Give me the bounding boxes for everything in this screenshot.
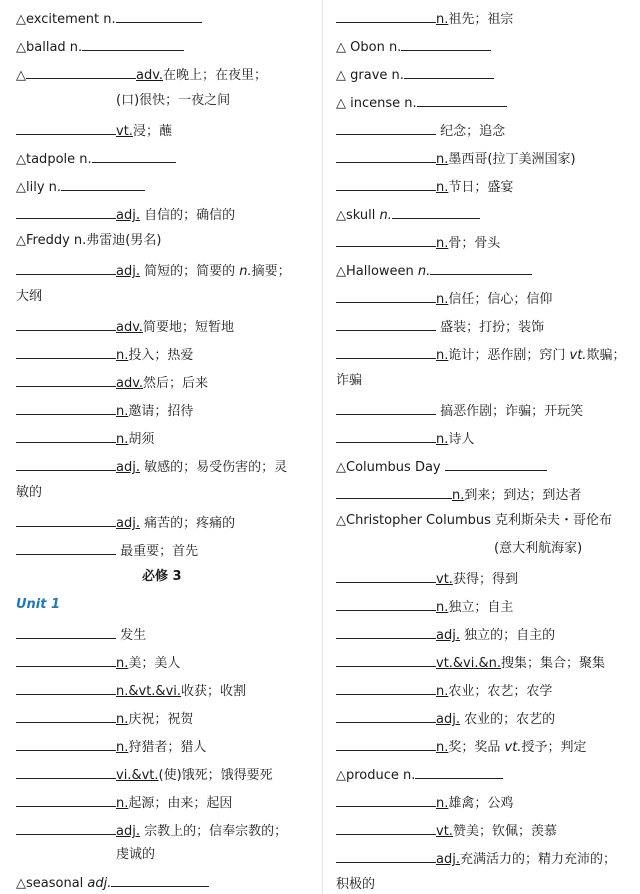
entry-prefix: △Columbus Day (336, 460, 445, 475)
vocab-row (336, 92, 507, 113)
answer-blank[interactable] (336, 792, 436, 807)
vocab-row (16, 36, 184, 57)
column-divider (322, 0, 323, 894)
vocab-row (336, 260, 532, 281)
definition-text: 敏的 (16, 485, 43, 500)
part-of-speech: adj. (116, 264, 140, 279)
vocab-row (336, 876, 375, 894)
part-of-speech: n. (452, 488, 465, 503)
part-of-speech: n. (116, 712, 129, 727)
vocab-row (336, 848, 616, 869)
vocab-row (336, 456, 547, 477)
vocab-row (16, 872, 209, 893)
part-of-speech: vt. (116, 124, 133, 139)
definition-text: 收获；收割 (181, 684, 247, 699)
vocab-row (16, 846, 155, 864)
definition-text: 邀请；招待 (128, 404, 194, 419)
vocab-row (16, 820, 287, 841)
answer-blank[interactable] (26, 64, 136, 79)
answer-blank[interactable] (336, 680, 436, 695)
answer-blank[interactable] (336, 288, 436, 303)
definition-text: 简要地；短暂地 (143, 320, 235, 335)
answer-blank[interactable] (16, 764, 116, 779)
vocab-row (16, 680, 246, 701)
entry-prefix: △ incense n. (336, 96, 417, 111)
entry-prefix: △Halloween (336, 264, 418, 279)
part-of-speech: adj. (116, 824, 140, 839)
vocab-row (336, 176, 513, 197)
vocab-row (336, 512, 612, 530)
vocab-row (16, 708, 193, 729)
answer-blank[interactable] (430, 260, 532, 275)
definition-text: (口)很快；一夜之间 (116, 93, 231, 108)
vocab-row (16, 624, 146, 645)
answer-blank[interactable] (336, 148, 436, 163)
answer-blank[interactable] (336, 120, 436, 135)
vocab-row (16, 792, 232, 813)
part-of-speech: n. (436, 796, 449, 811)
part-of-speech: n. (116, 740, 129, 755)
part-of-speech: adj. (436, 628, 460, 643)
vocab-row (336, 764, 503, 785)
definition-text: 获得；得到 (452, 572, 518, 587)
part-of-speech: vt. (436, 824, 453, 839)
vocab-row (336, 400, 583, 421)
vocab-row (16, 204, 235, 225)
answer-blank[interactable] (336, 344, 436, 359)
definition-text: 美；美人 (128, 656, 181, 671)
answer-blank[interactable] (336, 316, 436, 331)
vocab-row (336, 372, 362, 390)
answer-blank[interactable] (16, 736, 116, 751)
answer-blank[interactable] (336, 624, 436, 639)
vocab-row (336, 288, 552, 309)
vocab-row (16, 8, 202, 29)
part-of-speech: adj. (116, 516, 140, 531)
answer-blank[interactable] (116, 8, 202, 23)
part-of-speech: adj. (116, 460, 140, 475)
answer-blank[interactable] (336, 848, 436, 863)
part-of-speech: adj. (436, 852, 460, 867)
vocab-row (16, 232, 161, 250)
answer-blank[interactable] (336, 484, 452, 499)
section-heading: 必修 3 (142, 569, 182, 584)
part-of-speech: n. (436, 12, 449, 27)
part-of-speech: n. (116, 656, 129, 671)
answer-blank[interactable] (92, 148, 176, 163)
vocab-row (16, 568, 182, 586)
answer-blank[interactable] (401, 36, 491, 51)
answer-blank[interactable] (336, 8, 436, 23)
vocab-row (16, 456, 287, 477)
vocab-row (16, 64, 267, 85)
vocab-row (336, 736, 586, 757)
answer-blank[interactable] (445, 456, 547, 471)
vocab-row (336, 484, 581, 505)
definition-text: 盛装；打扮；装饰 (436, 320, 545, 335)
entry-prefix: △ Obon n. (336, 40, 402, 55)
part-of-speech: n. (116, 796, 129, 811)
part-of-speech: vi.&vt. (116, 768, 159, 783)
definition-text: 浸；蘸 (132, 124, 172, 139)
part-of-speech: n. (436, 152, 449, 167)
pos-italic: adj. (87, 876, 112, 891)
vocab-row (16, 652, 180, 673)
definition-text: (使)饿死；饿得要死 (158, 768, 273, 783)
entry-prefix: △excitement n. (16, 12, 116, 27)
part-of-speech: n. (436, 292, 449, 307)
answer-blank[interactable] (61, 176, 145, 191)
vocab-row (336, 204, 480, 225)
vocab-row (336, 64, 494, 85)
answer-blank[interactable] (336, 708, 436, 723)
unit-heading: Unit 1 (16, 597, 61, 612)
vocab-row (16, 764, 273, 785)
answer-blank[interactable] (16, 708, 116, 723)
vocab-row (336, 428, 474, 449)
answer-blank[interactable] (111, 872, 209, 887)
definition-text: 充满活力的；精力充沛的； (459, 852, 616, 867)
definition-text: 诈骗 (336, 373, 363, 388)
answer-blank[interactable] (16, 540, 116, 555)
definition-text: 祖先；祖宗 (448, 12, 514, 27)
vocab-row (336, 36, 491, 57)
definition-text: 农业；农艺；农学 (448, 684, 553, 699)
vocab-row (16, 372, 208, 393)
vocab-row (336, 708, 555, 729)
vocab-row (16, 288, 42, 306)
vocab-row (336, 652, 605, 673)
answer-blank[interactable] (16, 204, 116, 219)
definition-text: 投入；热爱 (128, 348, 194, 363)
part-of-speech: n. (436, 740, 449, 755)
definition-text: 起源；由来；起因 (128, 796, 233, 811)
definition-text: 墨西哥(拉丁美洲国家) (448, 152, 576, 167)
vocab-row (16, 736, 206, 757)
definition-text: 节日；盛宴 (448, 180, 514, 195)
answer-blank[interactable] (336, 596, 436, 611)
definition-text: 农业的；农艺的 (459, 712, 556, 727)
vocab-row (16, 92, 230, 110)
vocab-row (336, 820, 557, 841)
definition-text: 弗雷迪(男名) (86, 233, 162, 248)
entry-prefix: △Freddy n. (16, 233, 87, 248)
definition-text: 虔诚的 (116, 847, 156, 862)
definition-text: 宗教上的；信奉宗教的； (139, 824, 288, 839)
answer-blank[interactable] (16, 260, 116, 275)
definition-text: 赞美；钦佩；羡慕 (452, 824, 557, 839)
part-of-speech: n. (436, 432, 449, 447)
entry-prefix: △ballad n. (16, 40, 83, 55)
definition-text: 欺骗； (586, 348, 626, 363)
definition-text: 大纲 (16, 289, 43, 304)
vocab-row (336, 344, 625, 365)
vocab-row (336, 568, 518, 589)
vocab-row (336, 624, 555, 645)
answer-blank[interactable] (336, 232, 436, 247)
definition-text: 简短的；简要的 (139, 264, 240, 279)
vocab-row (16, 540, 198, 561)
vocab-row (336, 596, 513, 617)
answer-blank[interactable] (392, 204, 480, 219)
pos-italic: vt. (569, 348, 587, 363)
pos-italic: n. (379, 208, 392, 223)
part-of-speech: adj. (116, 208, 140, 223)
part-of-speech: vt.&vi.&n. (436, 656, 502, 671)
part-of-speech: n. (116, 348, 129, 363)
vocab-row (16, 148, 176, 169)
answer-blank[interactable] (16, 428, 116, 443)
definition-text: 摘要； (251, 264, 291, 279)
entry-prefix: △ (16, 68, 26, 83)
answer-blank[interactable] (16, 820, 116, 835)
vocab-row (16, 512, 235, 533)
vocab-row (16, 484, 42, 502)
answer-blank[interactable] (82, 36, 184, 51)
definition-text: 庆祝；祝贺 (128, 712, 194, 727)
definition-text: 诗人 (448, 432, 475, 447)
vocab-row (336, 540, 582, 558)
vocab-row (16, 176, 145, 197)
entry-prefix: △skull (336, 208, 380, 223)
part-of-speech: n. (116, 404, 129, 419)
pos-italic: n. (239, 264, 252, 279)
vocab-row (16, 400, 193, 421)
part-of-speech: adv. (116, 320, 144, 335)
answer-blank[interactable] (417, 92, 507, 107)
answer-blank[interactable] (16, 316, 116, 331)
part-of-speech: n. (436, 236, 449, 251)
answer-blank[interactable] (16, 400, 116, 415)
answer-blank[interactable] (16, 120, 116, 135)
definition-text: 自信的；确信的 (139, 208, 236, 223)
vocab-row (336, 680, 552, 701)
answer-blank[interactable] (415, 764, 503, 779)
answer-blank[interactable] (336, 568, 436, 583)
part-of-speech: n. (436, 348, 449, 363)
answer-blank[interactable] (16, 792, 116, 807)
definition-text: 诡计；恶作剧；窍门 (448, 348, 570, 363)
vocab-row (16, 260, 291, 281)
part-of-speech: n. (436, 684, 449, 699)
entry-prefix: △lily n. (16, 180, 62, 195)
answer-blank[interactable] (336, 736, 436, 751)
entry-prefix: △seasonal (16, 876, 88, 891)
answer-blank[interactable] (16, 652, 116, 667)
answer-blank[interactable] (16, 624, 116, 639)
answer-blank[interactable] (336, 400, 436, 415)
vocab-row (16, 120, 172, 141)
definition-text: 痛苦的；疼痛的 (139, 516, 236, 531)
vocab-row (336, 792, 513, 813)
definition-text: 授予；判定 (521, 740, 587, 755)
part-of-speech: vt. (436, 572, 453, 587)
part-of-speech: n.&vt.&vi. (116, 684, 182, 699)
answer-blank[interactable] (16, 512, 116, 527)
vocab-row (336, 316, 544, 337)
entry-prefix: △tadpole n. (16, 152, 92, 167)
part-of-speech: adv. (136, 68, 164, 83)
definition-text: 克利斯朵夫・哥伦布 (495, 513, 613, 528)
definition-text: 最重要；首先 (116, 544, 199, 559)
definition-text: 骨；骨头 (448, 236, 501, 251)
definition-text: 独立的；自主的 (459, 628, 556, 643)
definition-text: 胡须 (128, 432, 155, 447)
definition-text: 在晚上；在夜里； (163, 68, 268, 83)
vocab-row (336, 232, 500, 253)
vocab-row (16, 316, 234, 337)
part-of-speech: n. (116, 432, 129, 447)
answer-blank[interactable] (404, 64, 494, 79)
vocab-row (16, 344, 193, 365)
vocab-row (16, 428, 154, 449)
pos-italic: n. (417, 264, 431, 279)
entry-prefix: △Christopher Columbus (336, 513, 496, 528)
answer-blank[interactable] (336, 652, 436, 667)
definition-text: 狩猎者；猎人 (128, 740, 207, 755)
vocab-row (336, 120, 505, 141)
definition-text: (意大利航海家) (494, 541, 583, 556)
part-of-speech: n. (436, 600, 449, 615)
vocab-row (336, 148, 576, 169)
definition-text: 然后；后来 (143, 376, 209, 391)
definition-text: 纪念；追念 (436, 124, 506, 139)
pos-italic: vt. (504, 740, 522, 755)
entry-prefix: △produce n. (336, 768, 416, 783)
definition-text: 雄禽；公鸡 (448, 796, 514, 811)
answer-blank[interactable] (16, 456, 116, 471)
definition-text: 发生 (116, 628, 147, 643)
definition-text: 搞恶作剧；诈骗；开玩笑 (436, 404, 584, 419)
answer-blank[interactable] (336, 428, 436, 443)
vocab-row (336, 8, 513, 29)
answer-blank[interactable] (16, 344, 116, 359)
part-of-speech: adv. (116, 376, 144, 391)
definition-text: 积极的 (336, 877, 376, 892)
part-of-speech: adj. (436, 712, 460, 727)
part-of-speech: n. (436, 180, 449, 195)
answer-blank[interactable] (16, 372, 116, 387)
answer-blank[interactable] (336, 176, 436, 191)
definition-text: 敏感的；易受伤害的；灵 (139, 460, 288, 475)
definition-text: 独立；自主 (448, 600, 514, 615)
definition-text: 到来；到达；到达者 (464, 488, 582, 503)
answer-blank[interactable] (16, 680, 116, 695)
answer-blank[interactable] (336, 820, 436, 835)
entry-prefix: △ grave n. (336, 68, 404, 83)
definition-text: 搜集；集合；聚集 (501, 656, 606, 671)
vocab-row (16, 596, 60, 614)
definition-text: 信任；信心；信仰 (448, 292, 553, 307)
definition-text: 奖；奖品 (448, 740, 505, 755)
